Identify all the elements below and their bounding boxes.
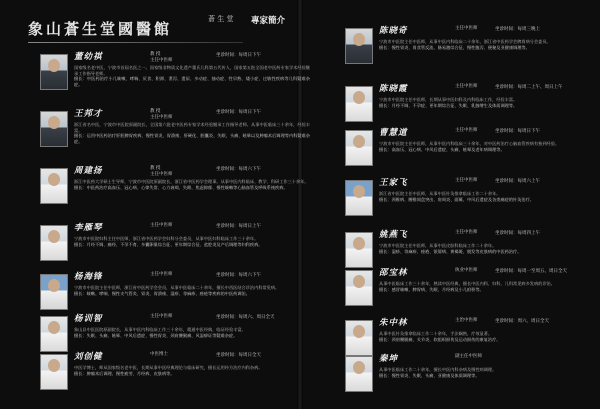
doctor-name: 王邦才 — [74, 109, 103, 119]
clinic-time: 坐诊时间：每周日下午 — [216, 110, 261, 115]
doctor-info — [74, 312, 310, 338]
doctor-card — [40, 164, 309, 219]
doctor-rank — [455, 317, 478, 323]
doctor-description — [379, 243, 595, 254]
doctor-bio: 宁波市中医院主任中医师，从事中医皮肤科临床工作二十余年。 — [379, 243, 497, 248]
hall-title: 象山蒼生堂國醫館 — [28, 20, 173, 38]
doctor-rank — [150, 108, 173, 120]
clinic-time: 坐诊时间：每周六上午 — [495, 179, 540, 184]
doctor-position: 主任中医师 — [455, 178, 478, 183]
doctor-description — [74, 236, 310, 247]
doctor-photo — [40, 54, 68, 90]
doctor-rank — [150, 51, 173, 63]
doctor-info — [74, 50, 310, 87]
doctor-card — [345, 176, 595, 226]
doctor-rank — [455, 127, 478, 133]
doctor-specialty: 擅长：中医药治疗小儿咳嗽、哮喘、厌食、积滞、泄泻、遗尿、多动症、抽动症、性早熟、矮小症、过敏性疾病等儿科疑难杂症。 — [74, 76, 310, 87]
clinic-time: 坐诊时间：每周六下午 — [216, 273, 261, 278]
doctor-info — [379, 228, 595, 254]
doctor-name: 杨训智 — [74, 314, 103, 324]
doctor-bio: 象山县中医医院原副院长，从事中医内科临床工作三十余年，精通中医经典，临证经验丰富。 — [74, 327, 246, 332]
doctor-position: 副主任中医师 — [455, 354, 482, 359]
doctor-description — [379, 191, 595, 202]
doctor-title: 教 授 — [150, 166, 161, 171]
doctor-card — [40, 312, 294, 348]
doctor-description — [74, 285, 310, 296]
doctor-info — [379, 24, 595, 50]
doctor-face — [48, 116, 60, 129]
doctor-info — [379, 82, 595, 108]
doctor-face — [48, 321, 60, 334]
doctor-bio: 从事中医针灸推拿临床工作二十余年，手法娴熟，疗效显著。 — [379, 331, 493, 336]
doctor-bio: 中医学博士，师从国家级名老中医，长期从事中医经典理论与临床研究，擅长运用经方治疗内科杂病。 — [74, 365, 263, 370]
doctor-info — [379, 176, 595, 202]
clinic-time: 坐诊时间：每周二上午、周日上午 — [495, 85, 563, 90]
doctor-rank — [455, 25, 478, 31]
doctor-rank — [150, 222, 173, 228]
doctor-info — [74, 350, 310, 376]
clinic-time: 坐诊时间：每周日上午 — [216, 224, 261, 229]
doctor-face — [353, 325, 365, 338]
doctor-name: 李雁琴 — [74, 223, 103, 233]
doctor-specialty: 擅长：失眠、头痛、眩晕、中风后遗症、慢性胃炎、颈肩腰腿痛、风湿痹证等疑难杂症。 — [74, 332, 238, 338]
doctor-position: 主任中医师 — [150, 272, 173, 277]
doctor-name: 秦坤 — [379, 354, 399, 364]
doctor-face — [353, 361, 365, 374]
doctor-bio: 从事中医临床工作二十余年，擅长中医内科杂病及慢性病调理。 — [379, 367, 497, 372]
doctor-bio: 宁波市中医院妇科主任中医师，浙江省中医药学会妇科分会委员，从事中医妇科临床工作三十余年。 — [74, 236, 259, 241]
doctor-photo — [345, 356, 373, 392]
doctor-face — [353, 91, 365, 104]
doctor-description — [74, 365, 310, 376]
doctor-bio: 浙江省中医院主任中医师，从事中医针灸推拿临床工作二十余年。 — [379, 191, 501, 196]
doctor-position: 主任中医师 — [150, 172, 173, 177]
doctor-photo — [345, 232, 373, 268]
doctor-position: 主任中医师 — [455, 128, 478, 133]
doctor-bio: 宁波市中医院主任中医师，浙江省中医药学会会员，从事中医临床二十余年，擅长中西医结合诊治内科常见病。 — [74, 285, 280, 290]
doctor-rank — [455, 83, 478, 89]
doctor-card — [40, 270, 294, 310]
doctor-position: 执业中医师 — [455, 268, 478, 273]
doctor-specialty: 擅长：月经不调、不孕症、更年期综合征、失眠、乳腺增生及体质调理等。 — [379, 102, 518, 108]
doctor-position: 主任中医师 — [150, 58, 173, 63]
doctor-card — [345, 316, 595, 350]
doctor-position: 主任中医师 — [455, 26, 478, 31]
doctor-specialty: 擅长：中医药治疗高血压、冠心病、心律失常、心力衰竭、失眠、焦虑抑郁、慢性咳嗽等心脑血管及呼吸系统疾病。 — [74, 184, 288, 190]
doctor-face — [353, 33, 365, 46]
doctor-face — [353, 275, 365, 288]
doctor-bio: 宁波市中医院主任中医师，从事中医内科临床二十余年，浙江省中医药学会脾胃病分会委员。 — [379, 39, 551, 44]
doctor-info — [379, 316, 595, 342]
clinic-time: 坐诊时间：每周日下午 — [216, 53, 261, 58]
doctor-description — [74, 122, 310, 144]
doctor-specialty: 擅长：颈肩腰腿痛、关节炎、软组织损伤及运动损伤的康复治疗。 — [379, 336, 501, 342]
doctor-description — [379, 39, 595, 50]
doctor-specialty: 擅长：肿瘤术后调理、慢性疲劳、月经病、皮肤病等。 — [74, 370, 175, 376]
seal-stamp: 蒼 生 堂 — [208, 15, 234, 23]
clinic-time: 坐诊时间：周六、周日全天 — [495, 319, 549, 324]
doctor-card — [345, 228, 595, 264]
doctor-specialty: 擅长：颈椎病、腰椎间盘突出、肩周炎、面瘫、中风后遗症及各类痛症的针灸治疗。 — [379, 196, 534, 202]
doctor-description — [379, 367, 595, 378]
doctor-bio: 国家级名老中医，宁波市首届名医之一。国家级非物质文化遗产董氏儿科第五代传人，国家第五批全国老中医药专家学术经验继承工作指导老师。 — [74, 65, 310, 76]
doctor-photo — [40, 354, 68, 390]
doctor-position: 主任中医师 — [455, 84, 478, 89]
doctor-info — [379, 266, 595, 292]
doctor-description — [74, 327, 310, 338]
doctor-bio: 从事中医临床工作三十余年，熟读中医经典，擅长中医内科、妇科、儿科常见病多发病的诊治。 — [379, 281, 555, 286]
doctor-face — [48, 59, 60, 72]
doctor-name: 周建扬 — [74, 166, 103, 176]
doctor-name: 朱中林 — [379, 318, 408, 328]
doctor-face — [353, 135, 365, 148]
doctor-face — [353, 185, 365, 198]
doctor-photo — [40, 111, 68, 147]
doctor-card — [345, 126, 595, 174]
doctor-description — [74, 179, 310, 190]
doctor-description — [379, 141, 595, 152]
doctor-specialty: 擅长：咳嗽、哮喘、慢性支气管炎、胃炎、胃溃疡、湿疹、荨麻疹、痤疮等疾病的中医药调治。 — [74, 290, 250, 296]
doctor-description — [379, 281, 595, 292]
doctor-name: 董幼祺 — [74, 52, 103, 62]
doctor-position: 主任中医师 — [150, 115, 173, 120]
doctor-rank — [150, 351, 168, 357]
doctor-info — [74, 164, 310, 190]
doctor-name: 邵宝林 — [379, 268, 408, 278]
doctor-specialty: 擅长：感冒咳嗽、脾胃病、失眠、月经病及小儿疳积等。 — [379, 286, 484, 292]
brochure-header — [28, 12, 288, 52]
doctor-rank — [455, 177, 478, 183]
doctor-face — [48, 230, 60, 243]
clinic-time: 坐诊时间：每周日全天 — [216, 353, 261, 358]
doctor-card — [40, 221, 294, 268]
doctor-position: 中医博士 — [150, 352, 168, 357]
doctor-name: 曹慧道 — [379, 128, 408, 138]
doctor-photo — [40, 225, 68, 261]
clinic-time: 坐诊时间：每周三晚上 — [495, 27, 540, 32]
doctor-position: 主任中医师 — [455, 230, 478, 235]
doctor-name: 刘创健 — [74, 352, 103, 362]
doctor-rank — [455, 267, 478, 273]
doctor-position: 主任中医师 — [150, 314, 173, 319]
doctor-rank — [455, 353, 482, 359]
clinic-time: 坐诊时间：每周六下午 — [216, 167, 261, 172]
doctor-specialty: 擅长：运用中医药治疗肝胆脾胃疾病、慢性胃炎、胃溃疡、肝硬化、胆囊炎、失眠、头痛、眩晕以及肿瘤术后调理等内科疑难杂症。 — [74, 133, 310, 144]
doctor-info — [74, 270, 310, 296]
doctor-face — [48, 359, 60, 372]
doctor-name: 姚燕飞 — [379, 230, 408, 240]
doctor-card — [40, 350, 294, 403]
doctor-face — [48, 173, 60, 186]
doctor-rank — [150, 165, 173, 177]
doctor-photo — [40, 274, 68, 310]
doctor-photo — [345, 86, 373, 122]
doctor-face — [353, 237, 365, 250]
clinic-time: 坐诊时间：每周四上午 — [495, 231, 540, 236]
doctor-photo — [345, 180, 373, 216]
clinic-time: 坐诊时间：每周六、周日全天 — [216, 315, 275, 320]
doctor-face — [48, 279, 60, 292]
header-divider — [28, 42, 243, 43]
doctor-rank — [150, 313, 173, 319]
doctor-bio: 宁波市中医院主任中医师，长期从事中医妇科及内科临床工作，经验丰富。 — [379, 97, 518, 102]
doctor-bio: 浙江中医药大学硕士生导师，宁波市中医院原副院长，浙江省中医药学会理事。从事中医内科临床、教学、科研工作三十余年。 — [74, 179, 309, 184]
doctor-specialty: 擅长：湿疹、荨麻疹、痤疮、银屑病、黄褐斑、脱发等皮肤病的中医药治疗。 — [379, 248, 522, 254]
doctor-specialty: 擅长：慢性胃炎、胃食管反流、肠易激综合征、慢性腹泻、便秘及亚健康调理等。 — [379, 44, 530, 50]
expert-intro-label: 專家簡介 — [250, 16, 285, 26]
doctor-specialty: 擅长：慢性胃炎、失眠、头痛、亚健康及体质调理等。 — [379, 372, 480, 378]
doctor-title: 教 授 — [150, 109, 161, 114]
doctor-name: 王家飞 — [379, 178, 408, 188]
doctor-card — [40, 50, 310, 105]
doctor-photo — [345, 270, 373, 306]
doctor-photo — [40, 316, 68, 352]
doctor-card — [345, 82, 595, 124]
doctor-description — [74, 65, 310, 87]
doctor-card — [345, 24, 595, 80]
doctor-specialty: 擅长：月经不调、痛经、不孕不育、多囊卵巢综合征、更年期综合征、盆腔炎及产后调理等妇科疾病。 — [74, 241, 263, 247]
doctor-rank — [455, 229, 478, 235]
doctor-bio: 宁波市中医院主任中医师，从事中医内科临床三十余年，对中医药治疗心脑血管疾病有独到经验。 — [379, 141, 560, 146]
doctor-card — [40, 107, 310, 162]
doctor-photo — [345, 28, 373, 64]
doctor-photo — [345, 130, 373, 166]
doctor-specialty: 擅长：高血压、冠心病、中风后遗症、头痛、眩晕及老年病调理等。 — [379, 146, 505, 152]
doctor-name: 杨海锋 — [74, 272, 103, 282]
doctor-position: 主任中医师 — [150, 223, 173, 228]
doctor-photo — [345, 320, 373, 356]
doctor-info — [74, 107, 310, 144]
doctor-title: 教 授 — [150, 52, 161, 57]
doctor-photo — [40, 168, 68, 204]
doctor-bio: 浙江省名中医，宁波市中医院原副院长，全国第六批老中医药专家学术经验继承工作指导老师。从事中医临床三十余年，经验丰富。 — [74, 122, 310, 133]
doctor-info — [74, 221, 310, 247]
doctor-info — [379, 126, 595, 152]
doctor-card — [345, 266, 595, 314]
doctor-name: 陈晓奇 — [379, 26, 408, 36]
doctor-description — [379, 97, 595, 108]
doctor-card — [345, 352, 595, 403]
doctor-rank — [150, 271, 173, 277]
doctor-info — [379, 352, 595, 378]
doctor-position: 主治中医师 — [455, 318, 478, 323]
doctor-description — [379, 331, 595, 342]
doctor-name: 陈晓霞 — [379, 84, 408, 94]
clinic-time: 坐诊时间：每周日下午 — [495, 129, 540, 134]
clinic-time: 坐诊时间：每周一至周五、周日全天 — [495, 269, 567, 274]
